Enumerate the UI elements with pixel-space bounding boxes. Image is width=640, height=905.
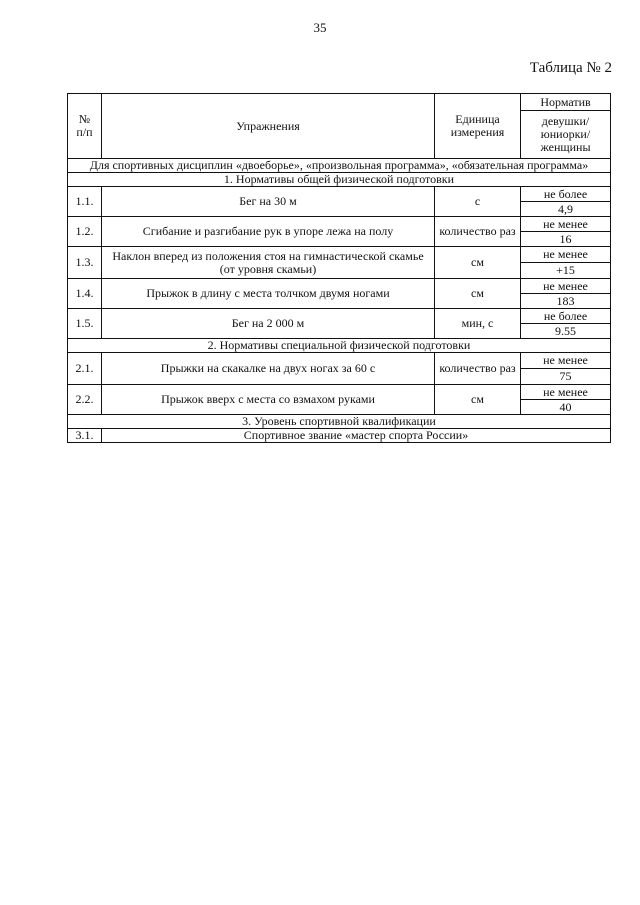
- row-unit: мин, с: [435, 309, 521, 339]
- qualification-text: Спортивное звание «мастер спорта России»: [102, 429, 611, 443]
- row-unit: см: [435, 385, 521, 415]
- row-exercise: Прыжки на скакалке на двух ногах за 60 с: [102, 353, 435, 385]
- row-unit: с: [435, 187, 521, 217]
- table-caption: Таблица № 2: [529, 60, 612, 76]
- row-num: 1.3.: [68, 247, 102, 279]
- header-unit: Единица измерения: [435, 94, 521, 159]
- row-value: 16: [521, 232, 611, 247]
- disciplines-row: Для спортивных дисциплин «двоеборье», «произвольная программа», «обязательная программа»: [68, 159, 611, 173]
- row-exercise: Прыжок в длину с места толчком двумя ногами: [102, 279, 435, 309]
- row-num: 1.1.: [68, 187, 102, 217]
- row-condition: не менее: [521, 385, 611, 400]
- row-num: 2.2.: [68, 385, 102, 415]
- row-unit: см: [435, 279, 521, 309]
- row-condition: не менее: [521, 279, 611, 294]
- row-num: 1.4.: [68, 279, 102, 309]
- row-value: 40: [521, 400, 611, 415]
- page-number: 35: [313, 20, 327, 35]
- row-unit: количество раз: [435, 353, 521, 385]
- row-num: 2.1.: [68, 353, 102, 385]
- row-condition: не более: [521, 309, 611, 324]
- header-norm: Норматив: [521, 94, 611, 111]
- row-num: 1.5.: [68, 309, 102, 339]
- row-num: 1.2.: [68, 217, 102, 247]
- section-title: 2. Нормативы специальной физической подготовки: [68, 339, 611, 353]
- row-value: 183: [521, 294, 611, 309]
- header-group: девушки/ юниорки/ женщины: [521, 111, 611, 159]
- row-exercise: Бег на 2 000 м: [102, 309, 435, 339]
- row-condition: не менее: [521, 217, 611, 232]
- row-unit: количество раз: [435, 217, 521, 247]
- row-condition: не менее: [521, 247, 611, 263]
- row-unit: см: [435, 247, 521, 279]
- row-exercise: Сгибание и разгибание рук в упоре лежа на полу: [102, 217, 435, 247]
- row-exercise: Бег на 30 м: [102, 187, 435, 217]
- header-exercise: Упражнения: [102, 94, 435, 159]
- row-exercise: Прыжок вверх с места со взмахом руками: [102, 385, 435, 415]
- norms-table: [67, 93, 611, 443]
- row-value: 75: [521, 369, 611, 385]
- header-num: № п/п: [68, 94, 102, 159]
- qualification-num: 3.1.: [68, 429, 102, 443]
- row-condition: не более: [521, 187, 611, 202]
- section-title: 3. Уровень спортивной квалификации: [68, 415, 611, 429]
- section-title: 1. Нормативы общей физической подготовки: [68, 173, 611, 187]
- row-value: +15: [521, 263, 611, 279]
- row-value: 9.55: [521, 324, 611, 339]
- row-value: 4,9: [521, 202, 611, 217]
- row-condition: не менее: [521, 353, 611, 369]
- row-exercise: Наклон вперед из положения стоя на гимнастической скамье (от уровня скамьи): [102, 247, 435, 279]
